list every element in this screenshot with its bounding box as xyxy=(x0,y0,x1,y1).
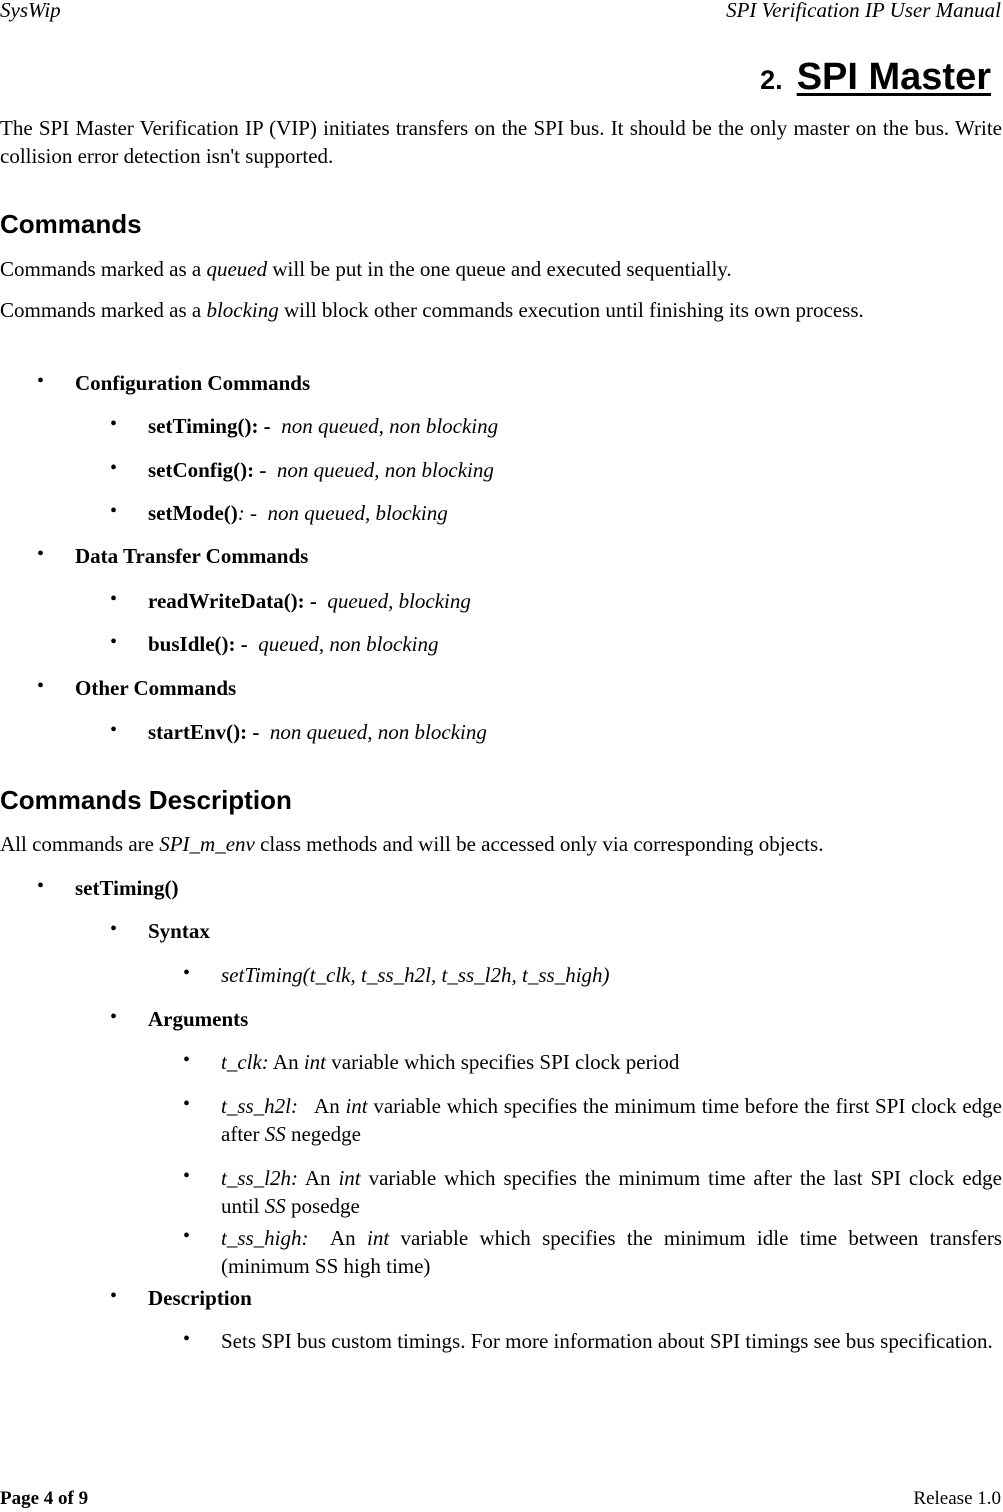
description-intro: All commands are SPI_m_env class methods and will be accessed only via corresponding objects. xyxy=(0,832,824,856)
bullet-icon: • xyxy=(110,918,118,940)
chapter-name: SPI Master xyxy=(796,56,991,98)
bullet-icon: • xyxy=(37,370,45,392)
bullet-icon: • xyxy=(183,1225,191,1247)
bullet-icon: • xyxy=(110,457,118,479)
method-name: setTiming() xyxy=(75,876,179,900)
bullet-icon: • xyxy=(37,875,45,897)
bullet-icon: • xyxy=(110,1285,118,1307)
group-title-data-transfer: Data Transfer Commands xyxy=(75,544,309,568)
command-item: setConfig(): - non queued, non blocking xyxy=(148,458,494,482)
description-text: Sets SPI bus custom timings. For more information about SPI timings see bus specification. xyxy=(221,1329,993,1353)
group-title-configuration: Configuration Commands xyxy=(75,371,311,395)
command-item: setTiming(): - non queued, non blocking xyxy=(148,414,499,438)
bullet-icon: • xyxy=(183,1165,191,1187)
queued-paragraph: Commands marked as a queued will be put in the one queue and executed sequentially. xyxy=(0,257,732,281)
bullet-icon: • xyxy=(183,1049,191,1071)
arguments-label: Arguments xyxy=(148,1007,249,1031)
blocking-paragraph: Commands marked as a blocking will block other commands execution until finishing its own process. xyxy=(0,298,864,322)
description-label: Description xyxy=(148,1286,252,1310)
syntax-text: setTiming(t_clk, t_ss_h2l, t_ss_l2h, t_ss_high) xyxy=(221,963,610,987)
bullet-icon: • xyxy=(110,413,118,435)
bullet-icon: • xyxy=(110,500,118,522)
bullet-icon: • xyxy=(110,719,118,741)
bullet-icon: • xyxy=(110,1006,118,1028)
chapter-number: 2. xyxy=(760,65,783,95)
chapter-title xyxy=(760,56,991,99)
syntax-label: Syntax xyxy=(148,919,210,943)
command-item: readWriteData(): - queued, blocking xyxy=(148,589,471,613)
bullet-icon: • xyxy=(37,543,45,565)
bullet-icon: • xyxy=(183,1093,191,1115)
argument-item: t_clk: An int variable which specifies SPI clock period xyxy=(221,1050,680,1074)
command-item: busIdle(): - queued, non blocking xyxy=(148,632,439,656)
header-left: SysWip xyxy=(0,0,61,22)
argument-item: t_ss_h2l: An int variable which specifies the minimum time before the first SPI clock edge after SS negedge xyxy=(221,1094,1002,1146)
argument-item: t_ss_l2h: An int variable which specifies the minimum time after the last SPI clock edge until SS posedge xyxy=(221,1166,1002,1218)
command-item: startEnv(): - non queued, non blocking xyxy=(148,720,487,744)
bullet-icon: • xyxy=(37,675,45,697)
commands-heading: Commands xyxy=(0,209,142,239)
group-title-other: Other Commands xyxy=(75,676,237,700)
release-version: Release 1.0 xyxy=(913,1488,1001,1509)
description-heading: Commands Description xyxy=(0,785,292,815)
bullet-icon: • xyxy=(110,631,118,653)
header-right: SPI Verification IP User Manual xyxy=(726,0,1001,22)
bullet-icon: • xyxy=(183,962,191,984)
bullet-icon: • xyxy=(183,1328,191,1350)
command-item: setMode(): - non queued, blocking xyxy=(148,501,448,525)
bullet-icon: • xyxy=(110,588,118,610)
intro-paragraph: The SPI Master Verification IP (VIP) initiates transfers on the SPI bus. It should be the only master on the bus. Write collision error detection isn't supported. xyxy=(0,116,1002,168)
argument-item: t_ss_high: An int variable which specifies the minimum idle time between transfers (minimum SS high time) xyxy=(221,1226,1002,1278)
page-number: Page 4 of 9 xyxy=(0,1488,89,1509)
